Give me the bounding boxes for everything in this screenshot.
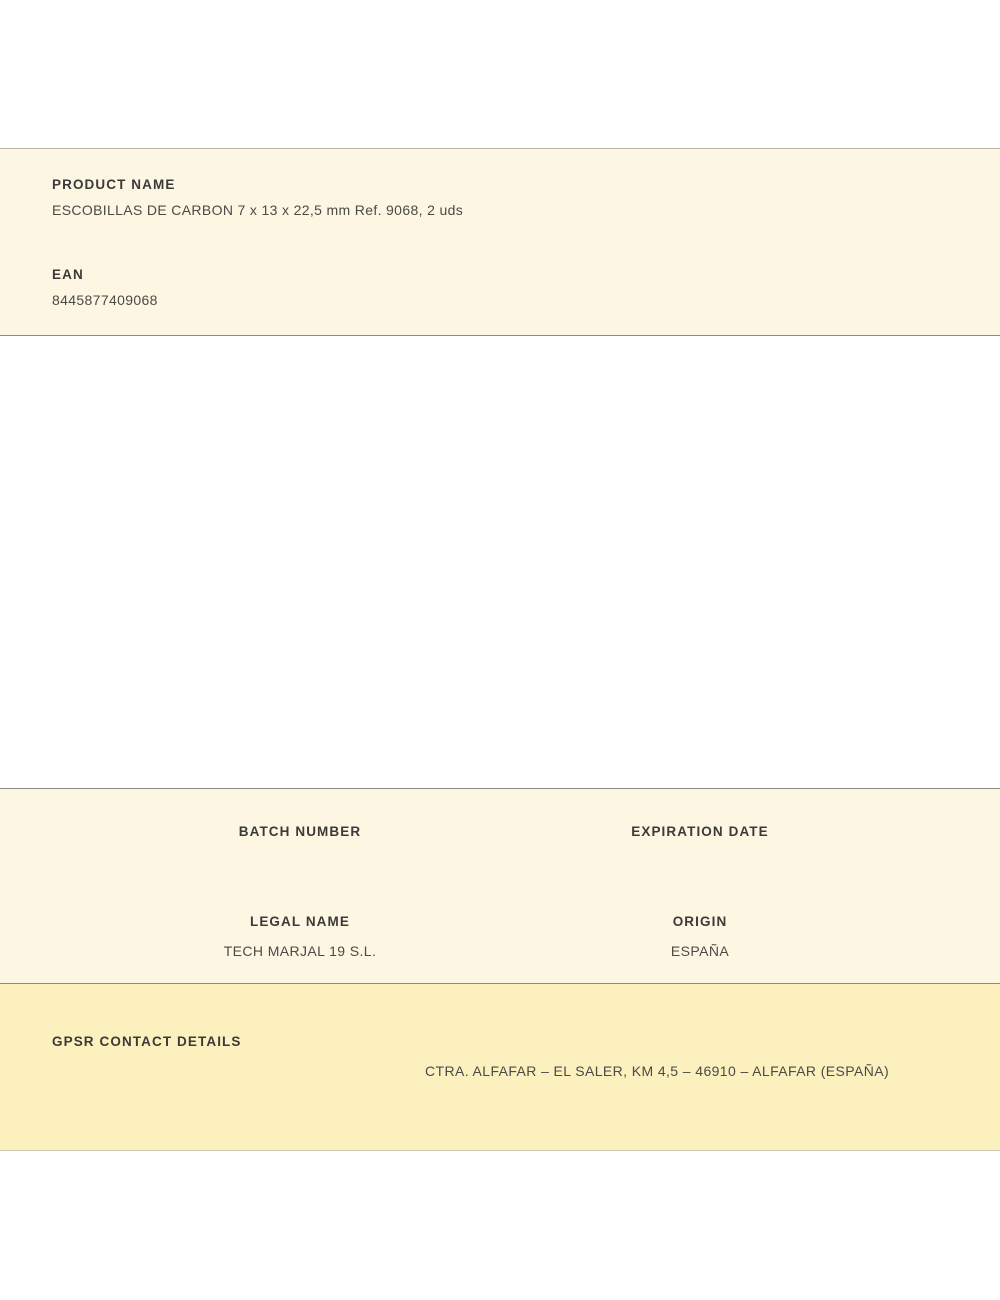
batch-number-value	[150, 853, 450, 869]
gpsr-contact-label: GPSR CONTACT DETAILS	[52, 1034, 242, 1049]
legal-name-label: LEGAL NAME	[249, 914, 350, 929]
batch-number-label: BATCH NUMBER	[238, 824, 362, 839]
expiration-date-label: EXPIRATION DATE	[631, 824, 769, 839]
gpsr-contact-panel	[0, 984, 1000, 1151]
footer-blank-area	[0, 1151, 1000, 1300]
blank-content-area	[0, 336, 1000, 788]
origin-label: ORIGIN	[672, 914, 728, 929]
product-identification-panel	[0, 148, 1000, 336]
gpsr-contact-address: CTRA. ALFAFAR – EL SALER, KM 4,5 – 46910 – ALFAFAR (ESPAÑA)	[425, 1063, 890, 1079]
product-name-label: PRODUCT NAME	[52, 177, 176, 192]
origin-field	[550, 914, 850, 959]
ean-label: EAN	[52, 267, 84, 282]
ean-field	[52, 267, 158, 308]
batch-and-origin-panel	[0, 788, 1000, 984]
expiration-date-value	[550, 853, 850, 869]
legal-name-value: TECH MARJAL 19 S.L.	[223, 943, 377, 959]
legal-name-field	[150, 914, 450, 959]
product-name-value: ESCOBILLAS DE CARBON 7 x 13 x 22,5 mm Ref. 9068, 2 uds	[52, 202, 464, 218]
expiration-date-field	[550, 824, 850, 869]
batch-number-field	[150, 824, 450, 869]
product-name-field	[52, 177, 463, 218]
ean-value: 8445877409068	[52, 292, 158, 308]
origin-value: ESPAÑA	[670, 943, 730, 959]
